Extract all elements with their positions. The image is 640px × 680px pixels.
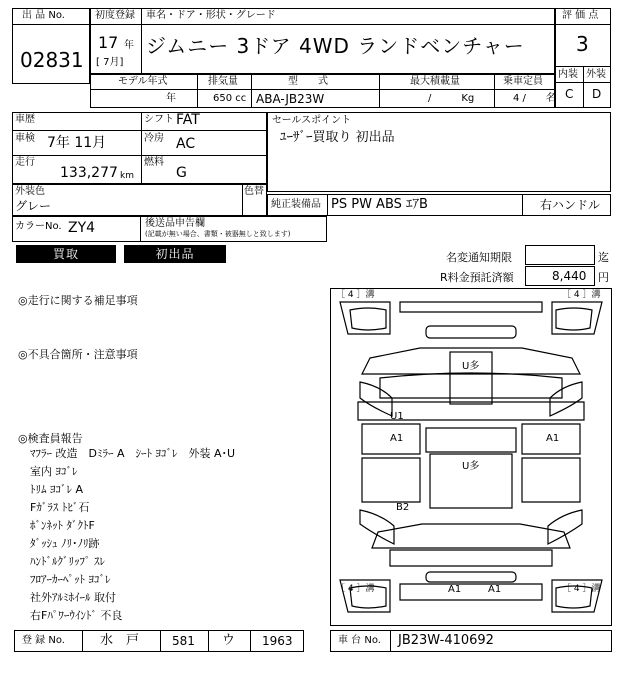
- chassis-label: 車 台 No.: [338, 635, 381, 646]
- registration-kana: ウ: [222, 633, 236, 648]
- fuel: G: [176, 165, 187, 181]
- equipment: PS PW ABS ｴｱB: [331, 197, 428, 212]
- registration-area: 水 戸: [100, 633, 140, 648]
- remark-line: 社外ｱﾙﾐﾎｲｰﾙ 取付: [30, 591, 116, 604]
- supplement-title: ◎走行に関する補足事項: [18, 294, 138, 307]
- later-report-label: 後送品申告欄: [145, 218, 205, 229]
- score-label: 評 価 点: [562, 10, 599, 21]
- damage-mark-front-left-2: A1: [390, 433, 404, 444]
- recycle-value: 8,440: [552, 269, 587, 283]
- remark-line: ﾊﾝﾄﾞﾙｸﾞﾘｯﾌﾟ ｽﾚ: [30, 555, 105, 568]
- remark-line: ﾄﾘﾑ ﾖｺﾞﾚ A: [30, 483, 84, 496]
- remark-line: Fｶﾞﾗｽ ﾄﾋﾞ石: [30, 501, 90, 514]
- first-registration-label: 初度登録: [95, 10, 135, 21]
- tire-tread-top-left: ［ 4 ］溝: [336, 290, 375, 300]
- car-name-label: 車名・ドア・形状・グレード: [146, 10, 276, 21]
- remark-line: ﾎﾞﾝﾈｯﾄ ﾀﾞｸﾄF: [30, 519, 95, 532]
- damage-mark-bumper-2: A1: [488, 584, 502, 595]
- remark-line: 右Fﾊﾟﾜｰｳｲﾝﾄﾞ 不良: [30, 609, 123, 622]
- inspection-label: 車検: [15, 133, 35, 144]
- ac: AC: [176, 136, 196, 152]
- change-deadline-box: [525, 245, 595, 265]
- overall-score: 3: [576, 32, 589, 56]
- inspector-title: ◎検査員報告: [18, 432, 83, 445]
- first-registration-year: 17: [98, 33, 119, 52]
- badge-first-listing: 初出品: [124, 245, 226, 263]
- model-type: ABA-JB23W: [256, 92, 325, 106]
- shift-label: シフト: [144, 114, 174, 125]
- remark-line: ﾌﾛｱｰｶｰﾍﾟｯﾄ ﾖｺﾞﾚ: [30, 573, 111, 586]
- mileage: 133,277: [60, 165, 118, 181]
- damage-mark-hood: U多: [462, 461, 480, 472]
- damage-mark-rear-left: B2: [396, 502, 410, 513]
- color-change-label: 色替: [244, 186, 264, 197]
- change-deadline-unit: 迄: [598, 251, 609, 264]
- defects-title: ◎不具合箇所・注意事項: [18, 348, 138, 361]
- registration-number: 1963: [262, 634, 293, 648]
- mileage-unit: km: [120, 171, 134, 181]
- shift: FAT: [176, 112, 200, 128]
- color-number-label: カラーNo.: [15, 221, 62, 232]
- sales-point: ﾕｰｻﾞｰ買取り 初出品: [280, 130, 395, 145]
- fuel-label: 燃料: [144, 157, 164, 168]
- registration-label: 登 録 No.: [22, 635, 65, 646]
- equipment-label: 純正装備品: [271, 199, 321, 210]
- badge-purchase: 買取: [16, 245, 116, 263]
- sales-point-label: セールスポイント: [272, 115, 352, 126]
- remark-line: ﾏﾌﾗｰ 改造 Dﾐﾗｰ A ｼｰﾄ ﾖｺﾞﾚ 外装 A･U: [30, 447, 236, 460]
- seats-label: 乗車定員: [503, 76, 543, 87]
- seats: 4 / 名: [513, 93, 556, 104]
- lot-number-label: 出 品 No.: [22, 10, 65, 21]
- change-deadline-label: 名変通知期限: [446, 251, 512, 264]
- damage-mark-front-right: A1: [546, 433, 560, 444]
- capacity: / Kg: [428, 93, 475, 104]
- recycle-unit: 円: [598, 271, 609, 284]
- damage-mark-bumper-1: A1: [448, 584, 462, 595]
- model-year-label: モデル年式: [118, 76, 168, 87]
- exterior-label: 外装: [586, 69, 606, 80]
- later-report-note: (記載が無い場合、書類・被器無しと致します): [145, 230, 291, 238]
- remark-line: 室内 ﾖｺﾞﾚ: [30, 465, 78, 478]
- damage-mark-front-left-1: U1: [390, 411, 404, 422]
- history-label: 車歴: [15, 114, 35, 125]
- damage-diagram: [330, 288, 612, 626]
- interior-grade: C: [565, 87, 574, 101]
- displacement-label: 排気量: [208, 76, 238, 87]
- exterior-color: グレー: [15, 199, 52, 213]
- steering: 右ハンドル: [540, 198, 601, 212]
- exterior-grade: D: [592, 87, 602, 101]
- model-year-unit: 年: [166, 93, 176, 104]
- car-name: ジムニー 3ドア 4WD ランドベンチャー: [146, 34, 525, 58]
- damage-mark-roof: U多: [462, 361, 480, 372]
- first-registration-year-unit: 年: [124, 40, 134, 51]
- capacity-label: 最大積載量: [410, 76, 460, 87]
- type-label: 型 式: [288, 76, 328, 87]
- color-number: ZY4: [68, 220, 96, 236]
- registration-class: 581: [172, 634, 195, 648]
- tire-tread-bottom-left: ［ 4 ］溝: [336, 584, 375, 594]
- mileage-label: 走行: [15, 157, 35, 168]
- remark-line: ﾀﾞｯｼｭ ﾉﾘ･ﾉﾘ跡: [30, 537, 100, 550]
- ac-label: 冷房: [144, 133, 164, 144]
- tire-tread-bottom-right: ［ 4 ］溝: [562, 584, 601, 594]
- first-registration-month: [ 7月]: [96, 57, 124, 68]
- tire-tread-top-right: ［ 4 ］溝: [562, 290, 601, 300]
- inspection: 7年 11月: [47, 135, 107, 151]
- recycle-label: R料金預託済額: [440, 271, 514, 284]
- exterior-color-label: 外装色: [15, 186, 45, 197]
- displacement: 650 cc: [213, 93, 247, 104]
- lot-number: 02831: [20, 48, 84, 72]
- interior-label: 内装: [558, 69, 578, 80]
- chassis-number: JB23W-410692: [398, 633, 494, 648]
